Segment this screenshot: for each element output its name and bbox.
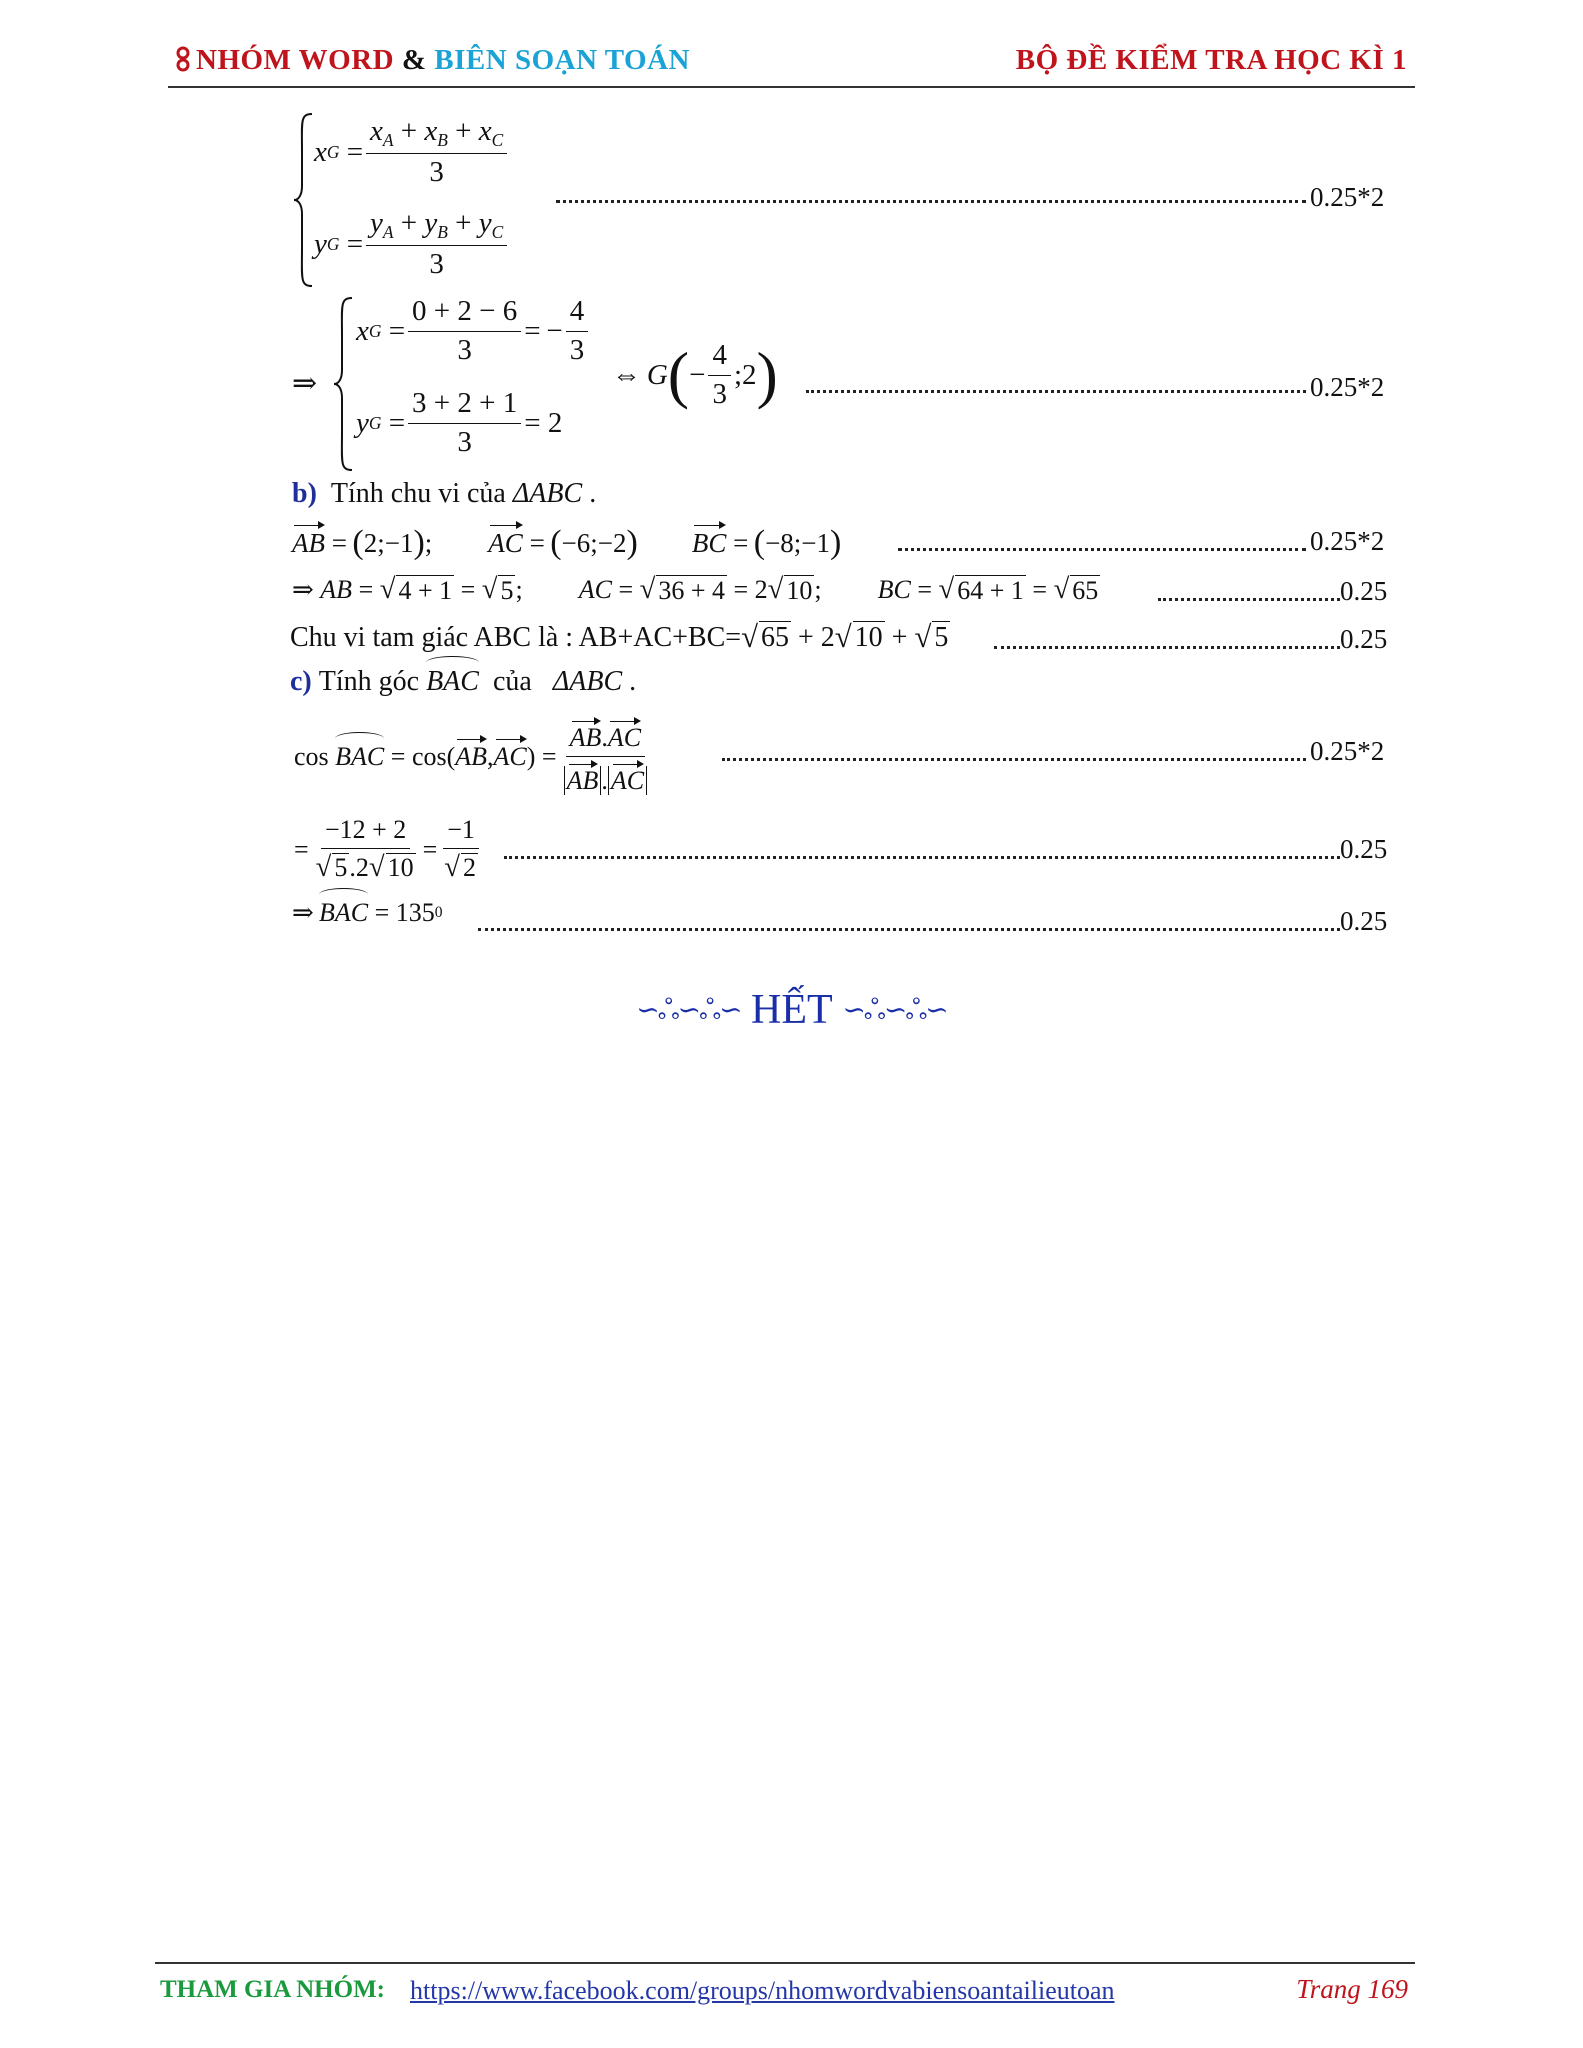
score-1: 0.25*2 <box>1310 182 1385 212</box>
end-mark <box>0 986 1583 1034</box>
dot-leader-4 <box>1158 598 1340 601</box>
page-header <box>168 38 1415 88</box>
centroid-formula <box>292 112 552 288</box>
implies-symbol: ⇒ <box>292 367 318 400</box>
part-c-text2: của <box>492 666 532 697</box>
header-brand-1: NHÓM WORD <box>196 44 395 76</box>
header-brand-2: BIÊN SOẠN TOÁN <box>434 44 691 76</box>
point-g: ⇔ G ( − $\frac{4}{3}$ ;2 ) <box>612 339 778 411</box>
part-c-angle: BAC <box>426 666 479 697</box>
header-ampersand: & <box>401 44 427 76</box>
part-c-triangle: ΔABC <box>552 666 623 697</box>
brace-1 <box>292 112 314 288</box>
footer-label: THAM GIA NHÓM: <box>160 1976 385 2003</box>
ornament-left-icon: ∽ஃ∽ஃ∽ <box>636 995 741 1026</box>
yg-value: y G = $\frac{3 + 2 + 1}{3}$ = 2 <box>356 387 563 458</box>
perimeter-text: Chu vi tam giác ABC là : AB+AC+BC= <box>290 621 742 653</box>
cos-value: = $\frac{-12 + 2}{√ 5.2√ 10}$ = $\frac{-1}{√ 2}$ <box>294 810 485 890</box>
perimeter-line: Chu vi tam giác ABC là : AB+AC+BC= √ 65 + 2 √ 10 + √ 5 <box>290 620 949 654</box>
angle-result: ⇒ BAC = 135 0 <box>292 898 443 927</box>
page-number: Trang 169 <box>1296 1974 1408 2004</box>
cos-formula: cos BAC = cos( AB , AC ) = $\frac{AB.AC}{AB . AC}$ <box>294 712 654 802</box>
end-text: HẾT <box>751 987 832 1033</box>
footer-rule <box>155 1962 1415 1964</box>
part-c-end: . <box>629 666 637 697</box>
footer-group-link[interactable]: https://www.facebook.com/groups/nhomwordvabiensoantailieutoan <box>410 1976 1115 2005</box>
score-3: 0.25*2 <box>1310 526 1385 556</box>
score-6: 0.25*2 <box>1310 736 1385 766</box>
header-right: BỘ ĐỀ KIỂM TRA HỌC KÌ 1 <box>1015 44 1407 76</box>
brace-2 <box>332 296 354 472</box>
dot-leader-7 <box>504 856 1340 859</box>
dot-leader-2 <box>806 390 1306 393</box>
dot-leader-6 <box>722 758 1306 761</box>
yg-formula: y G = $\frac{y_A + y_B + y_C}{3}$ <box>314 208 510 281</box>
part-b-text: Tính chu vi của <box>330 478 506 509</box>
dot-leader-1 <box>556 200 1306 203</box>
centroid-values <box>292 296 812 472</box>
vectors-line: AB = ( 2;−1 ) ; AC = ( −6;−2 ) BC = ( −8;−1 ) <box>292 524 842 561</box>
part-b-heading <box>292 478 596 510</box>
part-b-label: b) <box>292 478 317 509</box>
dot-leader-8 <box>478 928 1340 931</box>
logo-icon <box>176 46 190 72</box>
score-4: 0.25 <box>1340 576 1388 606</box>
dot-leader-5 <box>994 646 1340 649</box>
dot-leader-3 <box>898 548 1306 551</box>
xg-value: x G = $\frac{0 + 2 - 6}{3}$ = − $\frac{4}{3}$ <box>356 296 591 367</box>
xg-formula: x G = $\frac{x_A + x_B + x_C}{3}$ <box>314 116 510 189</box>
lengths-line: ⇒ AB = √ 4 + 1 = √ 5 ; AC = √ 36 + 4 = 2 √ 10 ; BC = √ 64 + 1 = √ 65 <box>292 574 1099 605</box>
score-5: 0.25 <box>1340 624 1388 654</box>
part-c-text: Tính góc <box>318 666 420 697</box>
part-b-triangle: ΔABC <box>512 478 583 509</box>
part-b-end: . <box>589 478 597 509</box>
part-c-label: c) <box>290 666 312 697</box>
part-c-heading <box>290 666 636 698</box>
score-8: 0.25 <box>1340 906 1388 936</box>
score-2: 0.25*2 <box>1310 372 1385 402</box>
ornament-right-icon: ∽ஃ∽ஃ∽ <box>842 995 947 1026</box>
header-left <box>176 44 690 77</box>
score-7: 0.25 <box>1340 834 1388 864</box>
